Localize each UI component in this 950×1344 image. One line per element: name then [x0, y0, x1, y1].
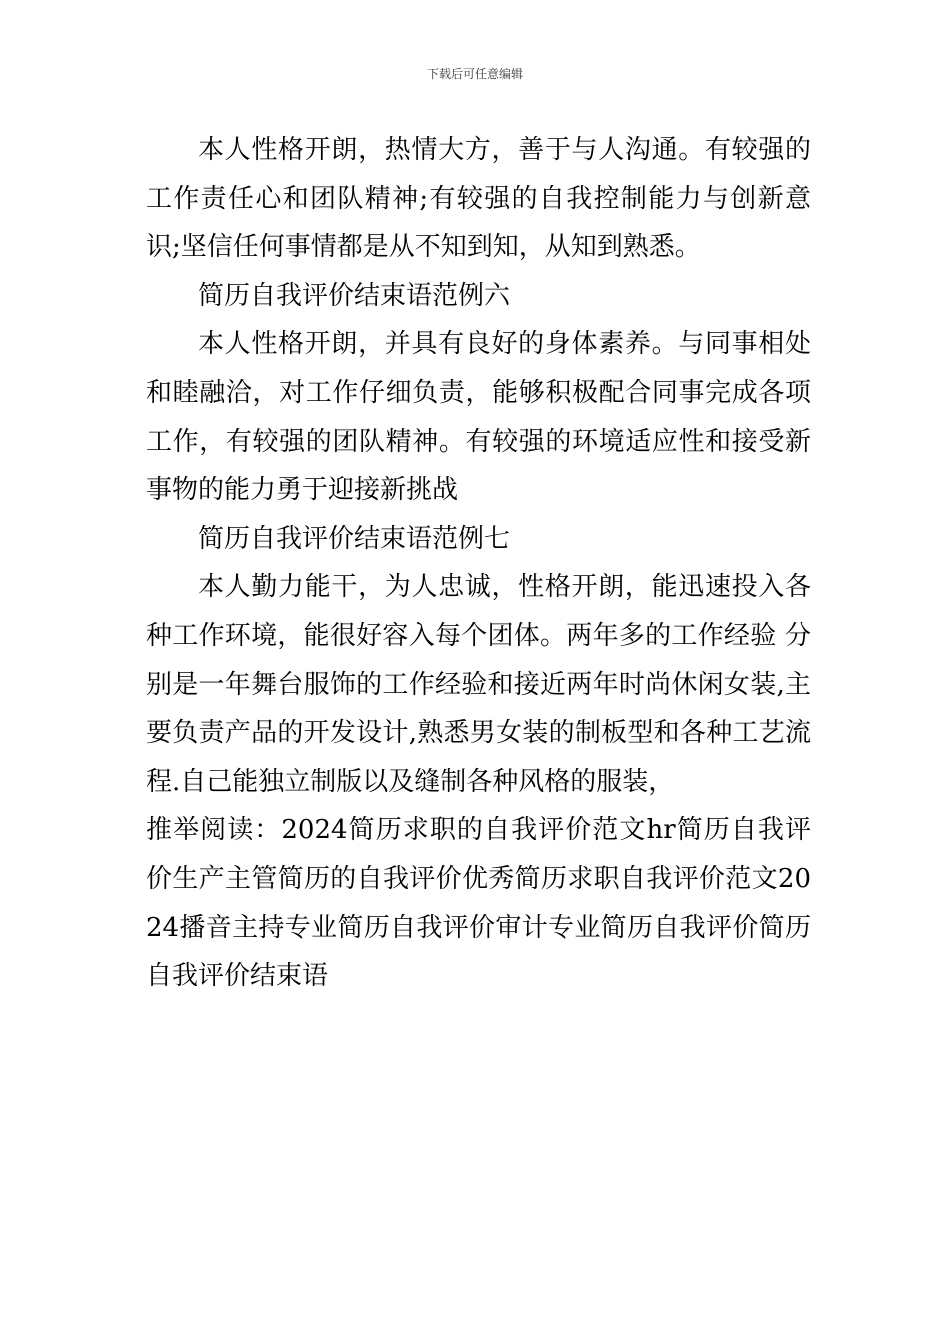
paragraph-intro: 本人性格开朗，热情大方，善于与人沟通。有较强的工作责任心和团队精神;有较强的自我控制能力与创新意识;坚信任何事情都是从不知到知，从知到熟悉。	[146, 135, 811, 263]
paragraph-example-seven: 本人勤力能干，为人忠诚，性格开朗，能迅速投入各种工作环境，能很好容入每个团体。两年多的工作经验 分别是一年舞台服饰的工作经验和接近两年时尚休闲女装,主要负责产品的开发设计,熟悉男女装的制板型和各种工艺流程.自己能独立制版以及缝制各种风格的服装，	[146, 572, 811, 797]
recommended-reading: 推举阅读：2024简历求职的自我评价范文hr简历自我评价生产主管简历的自我评价优秀简历求职自我评价范文2024播音主持专业简历自我评价审计专业简历自我评价简历自我评价结束语	[146, 815, 811, 992]
paragraph-example-six: 本人性格开朗，并具有良好的身体素养。与同事相处和睦融洽，对工作仔细负责，能够积极配合同事完成各项工作，有较强的团队精神。有较强的环境适应性和接受新事物的能力勇于迎接新挑战	[146, 329, 811, 506]
header-note: 下载后可任意编辑	[426, 67, 523, 81]
section-heading-example-seven: 简历自我评价结束语范例七	[198, 523, 511, 554]
document-body	[146, 126, 811, 1001]
section-heading-example-six: 简历自我评价结束语范例六	[198, 280, 511, 311]
